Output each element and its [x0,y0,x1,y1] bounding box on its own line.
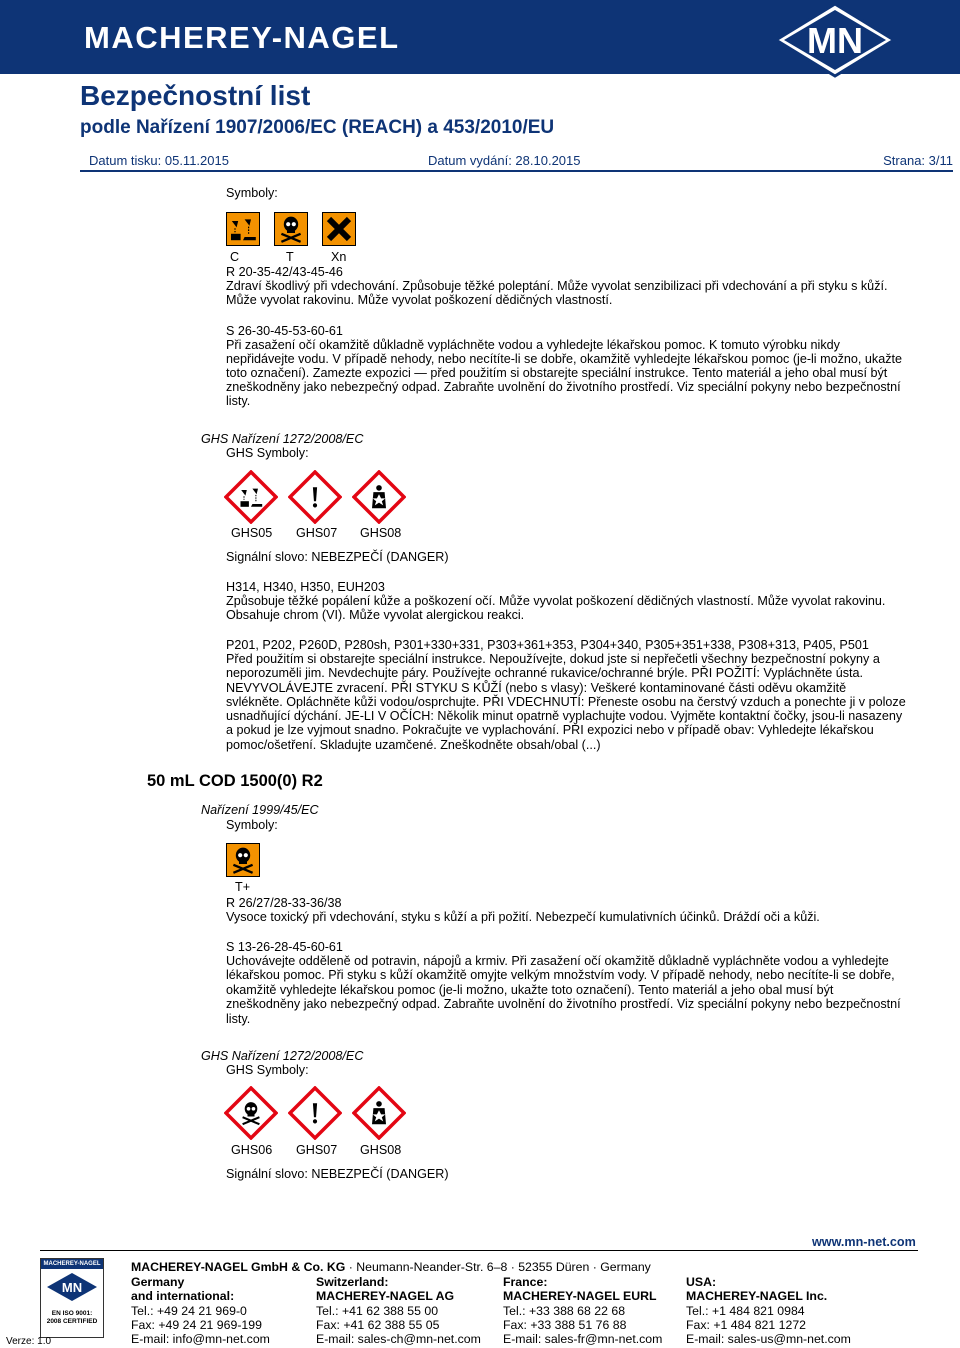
cert-text: EN ISO 9001: 2008 CERTIFIED [46,1310,98,1325]
footer-email: E-mail: info@mn-net.com [131,1332,270,1347]
footer-col-switzerland [316,1275,481,1346]
symbol-label-t-plus: T+ [235,880,251,894]
r-phrase-code: R 20-35-42/43-45-46 [226,265,343,279]
corrosive-symbol-icon [226,212,260,246]
footer-heading: Switzerland: [316,1275,389,1289]
footer-heading: France: [503,1275,548,1289]
logo-text: MN [807,20,863,61]
s-phrase-line: zneškodněny jako nebezpečný odpad. Zabraňte uvolnění do životního prostředí. Viz speciální pokyny nebo bezpečnostní [226,380,901,394]
p-statement-codes: P201, P202, P260D, P280sh, P301+330+331, P303+361+353, P304+340, P305+351+338, P308+313, P405, P501 [226,638,869,652]
p-statement-line: Před použitím si obstarejte speciální instrukce. Nepoužívejte, dokud jste si nepřečetli všechny bezpečnostní pokyny a [226,652,880,666]
s-phrase-code: S 26-30-45-53-60-61 [226,324,343,338]
footer-company: MACHEREY-NAGEL Inc. [686,1289,828,1304]
product-name: 50 mL COD 1500(0) R2 [147,772,323,790]
footer-heading: and international: [131,1289,235,1304]
harmful-symbol-icon [322,212,356,246]
ghs-label: GHS07 [296,1143,338,1157]
footer-fax: Fax: +41 62 388 55 05 [316,1317,440,1332]
p-statement-line: neporozuměli jim. Nevdechujte páry. Používejte ochranné rukavice/ochranné brýle. PŘI POŽITÍ: Vypláchněte ústa. [226,666,863,680]
footer-phone: Tel.: +1 484 821 0984 [686,1303,805,1318]
company-name: MACHEREY-NAGEL GmbH & Co. KG [131,1260,346,1274]
footer-company: MACHEREY-NAGEL EURL [503,1289,657,1304]
footer-email: E-mail: sales-ch@mn-net.com [316,1332,481,1347]
s-phrase-line: lékařskou pomoc. Při styku s kůží okamžitě omyjte velkým množstvím vody. V případě nehody, nebo necítíte-li se dobře, [226,968,895,982]
p-statement-line: usnadňující dýchání. JE-LI V OČÍCH: Několik minut opatrně vyplachujte vodou. Vyjměte kontaktní čočky, jsou-li nasazeny [226,709,903,723]
footer-fax: Fax: +33 388 51 76 88 [503,1317,627,1332]
s-phrase-line: Při zasažení očí okamžitě důkladně vypláchněte vodou a vyhledejte lékařskou pomoc. K tomuto výrobku nikdy [226,338,840,352]
very-toxic-symbol-icon [226,843,260,877]
p-statement-line: svlékněte. Opláchněte kůži vodou/osprchujte. PŘI VDECHNUTÍ: Přeneste osobu na čerstvý vzduch a ponechte ji v poloze [226,695,906,709]
footer-heading: USA: [686,1275,717,1289]
r-phrase-code: R 26/27/28-33-36/38 [226,896,342,910]
ghs05-corrosion-icon [224,470,278,524]
version-label: Verze: 1.0 [6,1336,52,1347]
signal-word: Signální slovo: NEBEZPEČÍ (DANGER) [226,1167,449,1181]
p-statement-line: pomoc/ošetření. Skladujte uzamčené. Zneškodněte obsah/obal (...) [226,738,601,752]
ghs-label: GHS05 [231,526,273,540]
s-phrase-line: Uchovávejte odděleně od potravin, nápojů a krmiv. Při zasažení očí okamžitě důkladně vypláchněte vodou a vyhledejte [226,954,889,968]
s-phrase-line: okamžitě vyhledejte lékařskou pomoc (je-li možno, ukažte toto označení). Tento materiál a jeho obal musí být [226,983,834,997]
p-statement-line: NEVYVOLÁVEJTE zvracení. PŘI STYKU S KŮŽÍ (nebo s vlasy): Veškeré kontaminované části oděvu okamžitě [226,681,847,695]
s-phrase-line: listy. [226,394,251,408]
iso-certificate-badge [40,1258,104,1338]
ghs-label: GHS06 [231,1143,273,1157]
ghs07-exclamation-icon [288,1086,342,1140]
footer-email: E-mail: sales-fr@mn-net.com [503,1332,663,1347]
footer-company: MACHEREY-NAGEL AG [316,1289,455,1304]
footer-col-germany [131,1275,270,1346]
p-statement-line: a pokud je lze vyjmout snadno. Pokračujte ve vyplachování. PŘI expozici nebo v případě obav: Vyhledejte lékařskou [226,723,874,737]
issue-date: Datum vydání: 28.10.2015 [428,153,581,168]
s-phrase-line: nepřidávejte vodu. V případě nehody, nebo necítíte-li se dobře, okamžitě vyhledejte lékařskou pomoc (je-li možno, ukažte [226,352,903,366]
footer-divider [40,1250,918,1251]
footer-phone: Tel.: +33 388 68 22 68 [503,1303,626,1318]
ghs-symbols-label: GHS Symboly: [226,446,309,460]
symbol-label-xn: Xn [331,250,347,264]
document-title: Bezpečnostní list [80,80,311,111]
ghs06-skull-icon [224,1086,278,1140]
symbol-label-t: T [286,250,294,264]
footer-heading: Germany [131,1275,185,1289]
cert-logo-icon [41,1269,103,1305]
ghs-regulation: GHS Nařízení 1272/2008/EC [201,1049,364,1063]
footer-email: E-mail: sales-us@mn-net.com [686,1332,851,1347]
ghs-regulation: GHS Nařízení 1272/2008/EC [201,432,364,446]
footer-col-france [503,1275,662,1346]
ghs-label: GHS08 [360,1143,402,1157]
footer-phone: Tel.: +41 62 388 55 00 [316,1303,439,1318]
s-phrase-line: toto označení). Zamezte expozici — před použitím si obstarejte speciální instrukce. Tento materiál a jeho obal musí být [226,366,888,380]
website-link[interactable]: www.mn-net.com [812,1235,916,1249]
ghs08-health-hazard-icon [352,1086,406,1140]
symbols-label: Symboly: [226,818,278,832]
r-phrase-line: Zdraví škodlivý při vdechování. Způsobuje těžké poleptání. Může vyvolat senzibilizaci při vdechování a při styku s kůží. [226,279,888,293]
symbol-label-c: C [230,250,240,264]
footer-col-usa [686,1275,851,1346]
date-line [80,150,953,172]
regulation: Nařízení 1999/45/EC [201,803,319,817]
h-statement-line: Obsahuje chrom (VI). Může vyvolat alergickou reakci. [226,608,525,622]
cert-brand: MACHEREY-NAGEL [41,1259,103,1269]
ghs07-exclamation-icon [288,470,342,524]
s-phrase-line: listy. [226,1012,251,1026]
s-phrase-line: zneškodněny jako nebezpečný odpad. Zabraňte uvolnění do životního prostředí. Viz speciální pokyny nebo bezpečnostní [226,997,901,1011]
mn-logo [774,2,896,78]
ghs-label: GHS08 [360,526,402,540]
page-number: Strana: 3/11 [883,153,953,168]
signal-word: Signální slovo: NEBEZPEČÍ (DANGER) [226,550,449,564]
footer-fax: Fax: +1 484 821 1272 [686,1317,806,1332]
r-phrase-line: Vysoce toxický při vdechování, styku s kůží a při požití. Nebezpečí kumulativních účinků. Dráždí oči a kůži. [226,910,820,924]
footer-fax: Fax: +49 24 21 969-199 [131,1317,262,1332]
ghs-label: GHS07 [296,526,338,540]
toxic-symbol-icon [274,212,308,246]
svg-text:MN: MN [61,1280,83,1295]
ghs08-health-hazard-icon [352,470,406,524]
ghs-symbols-label: GHS Symboly: [226,1063,309,1077]
company-street: · Neumann-Neander-Str. 6–8 · 52355 Düren · Germany [345,1260,651,1274]
print-date: Datum tisku: 05.11.2015 [89,153,229,168]
s-phrase-code: S 13-26-28-45-60-61 [226,940,343,954]
footer-phone: Tel.: +49 24 21 969-0 [131,1303,247,1318]
h-statement-codes: H314, H340, H350, EUH203 [226,580,385,594]
document-subtitle: podle Nařízení 1907/2006/EC (REACH) a 453/2010/EU [80,117,555,138]
brand-name: MACHEREY-NAGEL [84,20,400,55]
r-phrase-line: Může vyvolat rakovinu. Může vyvolat poškození dědičných vlastností. [226,293,613,307]
h-statement-line: Způsobuje těžké popálení kůže a poškození očí. Může vyvolat poškození dědičných vlastností. Může vyvolat rakovinu. [226,594,886,608]
symbols-label: Symboly: [226,186,278,200]
company-address [131,1260,651,1274]
